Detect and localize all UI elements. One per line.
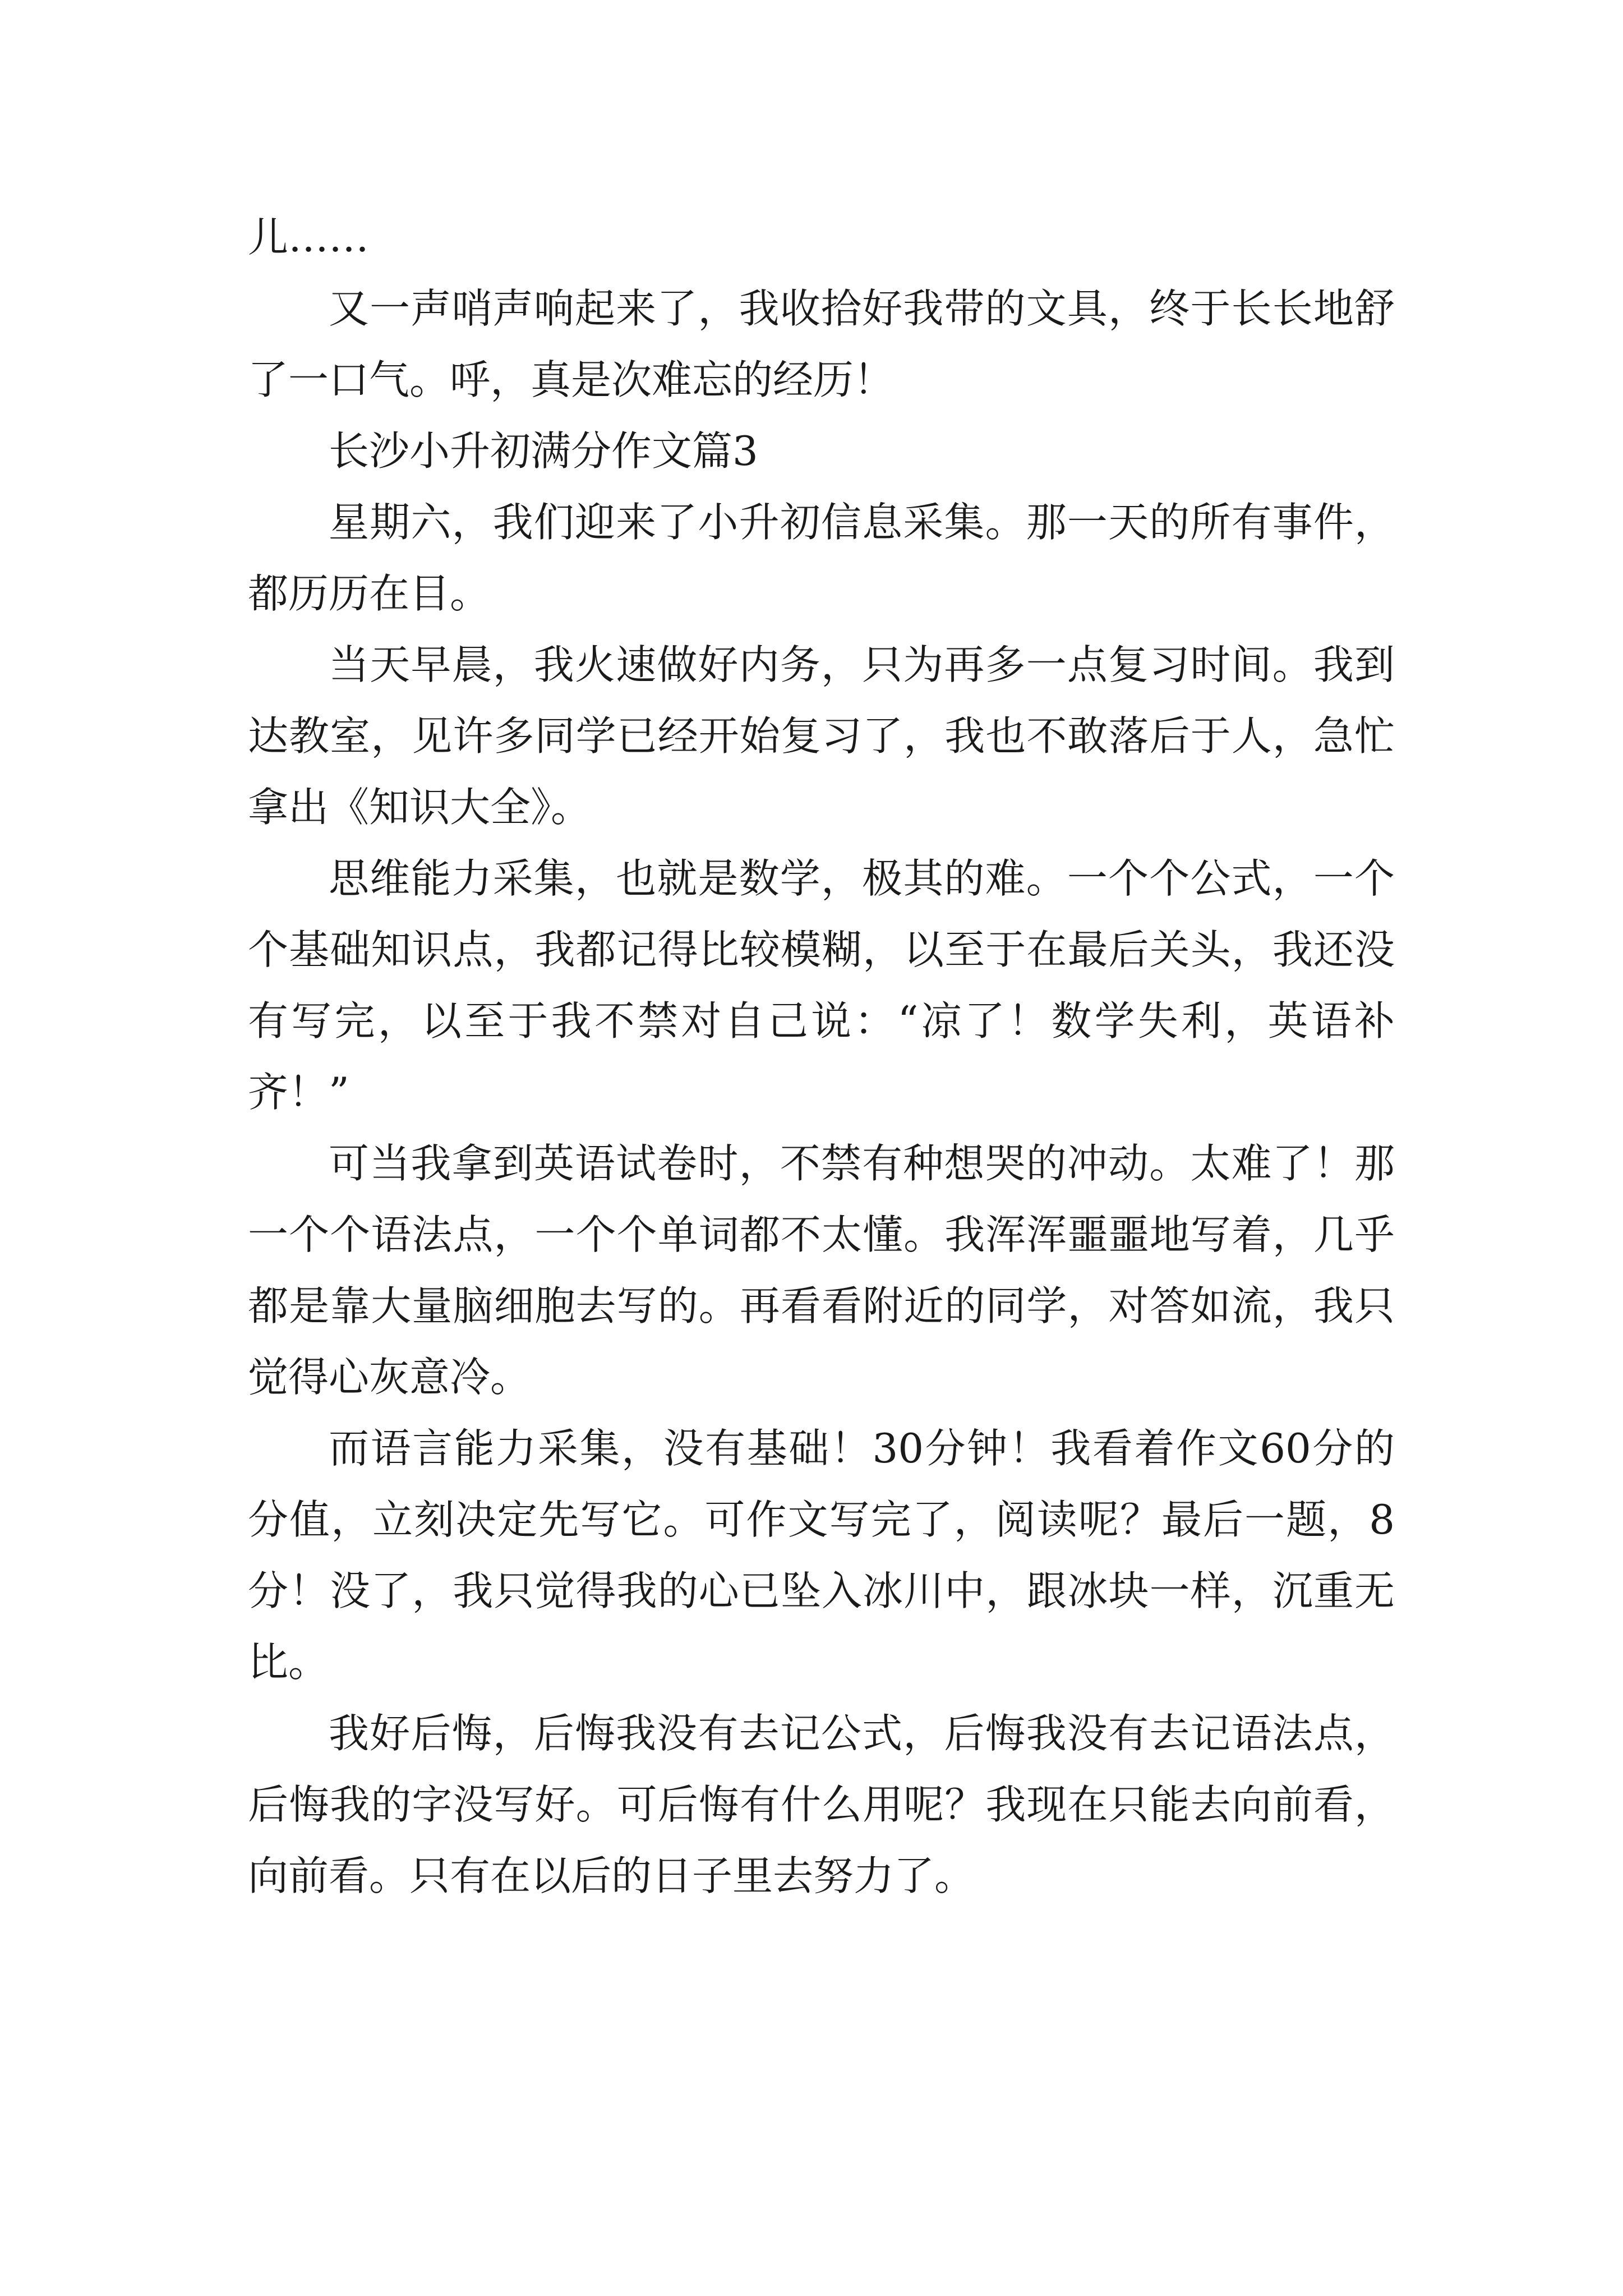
section-heading: 长沙小升初满分作文篇3 — [329, 427, 758, 475]
paragraph: 而语言能力采集，没有基础！30分钟！我看着作文60分的分值，立刻决定先写它。可作文写完了，阅读呢？最后一题，8分！没了，我只觉得我的心已坠入冰川中，跟冰块一样，沉重无比。 — [248, 1425, 1395, 1686]
paragraph-continuation: 儿…… — [248, 214, 370, 261]
paragraph: 思维能力采集，也就是数学，极其的难。一个个公式，一个个基础知识点，我都记得比较模糊，以至于在最后关头，我还没有写完，以至于我不禁对自己说：“凉了！数学失利，英语补齐！” — [248, 855, 1395, 1116]
paragraph: 当天早晨，我火速做好内务，只为再多一点复习时间。我到达教室，见许多同学已经开始复习了，我也不敢落后于人，急忙拿出《知识大全》。 — [248, 641, 1395, 831]
paragraph: 又一声哨声响起来了，我收拾好我带的文具，终于长长地舒了一口气。呼，真是次难忘的经历！ — [248, 285, 1395, 403]
paragraph: 可当我拿到英语试卷时，不禁有种想哭的冲动。太难了！那一个个语法点，一个个单词都不太懂。我浑浑噩噩地写着，几乎都是靠大量脑细胞去写的。再看看附近的同学，对答如流，我只觉得心灰意冷。 — [248, 1140, 1395, 1401]
document-body — [248, 202, 1395, 1912]
paragraph: 星期六，我们迎来了小升初信息采集。那一天的所有事件，都历历在目。 — [248, 499, 1395, 617]
paragraph: 我好后悔，后悔我没有去记公式，后悔我没有去记语法点，后悔我的字没写好。可后悔有什么用呢？我现在只能去向前看，向前看。只有在以后的日子里去努力了。 — [248, 1710, 1395, 1899]
